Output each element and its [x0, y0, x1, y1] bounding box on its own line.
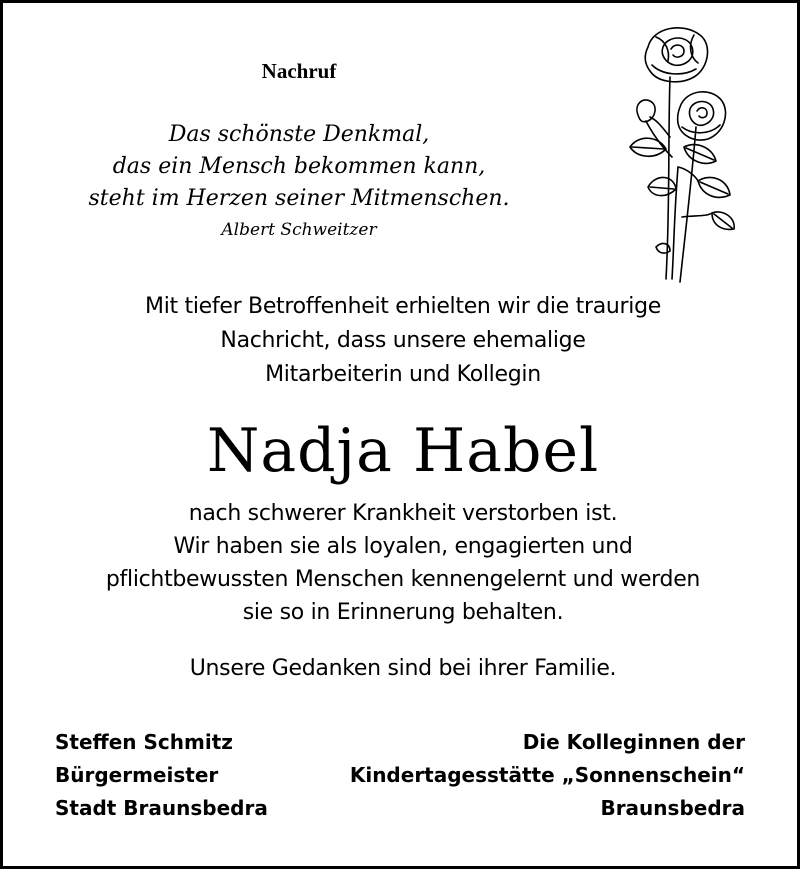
body-line: sie so in Erinnerung behalten. — [242, 600, 564, 625]
intro-line: Mitarbeiterin und Kollegin — [265, 362, 541, 387]
intro-line: Nachricht, dass unsere ehemalige — [220, 328, 586, 353]
quote-line: steht im Herzen seiner Mitmenschen. — [88, 186, 510, 211]
signature-line: Bürgermeister — [55, 763, 219, 787]
signature-line: Kindertagesstätte „Sonnenschein“ — [349, 763, 745, 787]
notice-heading: Nachruf — [261, 59, 337, 83]
intro-text — [3, 290, 800, 392]
signature-line: Steffen Schmitz — [55, 730, 233, 754]
body-text — [3, 497, 800, 629]
quote-line: Das schönste Denkmal, — [168, 122, 430, 147]
signature-right — [350, 726, 745, 825]
body-line: Wir haben sie als loyalen, engagierten und — [173, 534, 633, 559]
closing-text: Unsere Gedanken sind bei ihrer Familie. — [189, 656, 617, 681]
roses-icon — [608, 17, 748, 289]
signature-line: Braunsbedra — [600, 796, 745, 820]
quote-block — [3, 119, 595, 245]
deceased-name: Nadja Habel — [206, 416, 600, 486]
intro-line: Mit tiefer Betroffenheit erhielten wir die traurige — [145, 294, 661, 319]
signature-left — [55, 726, 268, 825]
quote-author: Albert Schweitzer — [221, 220, 377, 240]
signature-line: Die Kolleginnen der — [522, 730, 745, 754]
body-line: nach schwerer Krankheit verstorben ist. — [188, 501, 618, 526]
body-line: pflichtbewussten Menschen kennengelernt und werden — [105, 567, 701, 592]
signature-line: Stadt Braunsbedra — [55, 796, 268, 820]
quote-line: das ein Mensch bekommen kann, — [112, 154, 486, 179]
